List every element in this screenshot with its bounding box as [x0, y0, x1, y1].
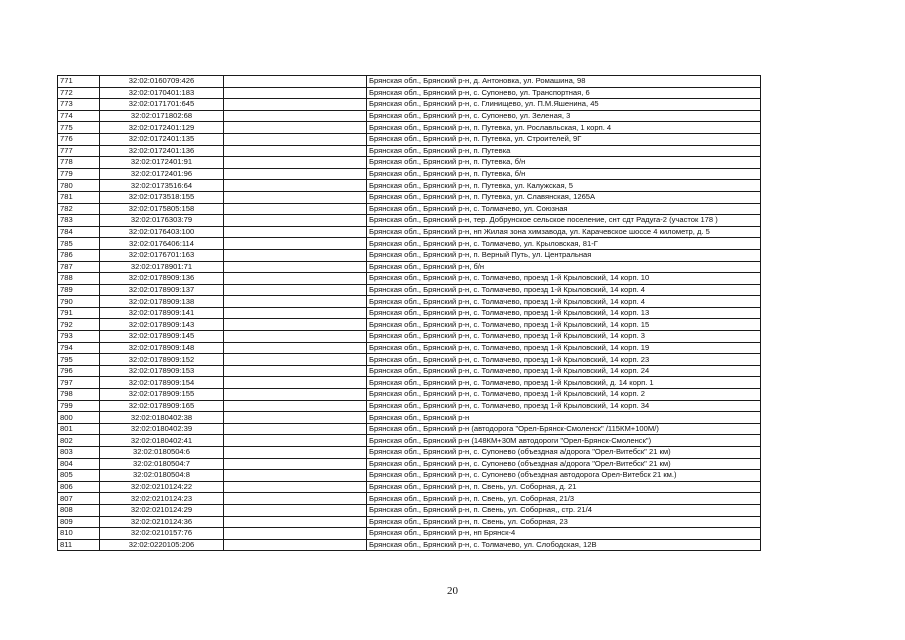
address-cell: Брянская обл., Брянский р-н, с. Супонево, ул. Зеленая, 3 — [367, 110, 761, 122]
table-row — [58, 249, 761, 261]
row-number-cell: 805 — [58, 470, 100, 482]
row-number-cell: 806 — [58, 481, 100, 493]
cadastral-number-cell: 32:02:0172401:136 — [100, 145, 224, 157]
cadastral-number-cell: 32:02:0178909:155 — [100, 389, 224, 401]
row-number-cell: 790 — [58, 296, 100, 308]
table-row — [58, 238, 761, 250]
table-row — [58, 203, 761, 215]
blank-cell — [224, 365, 367, 377]
table-row — [58, 87, 761, 99]
row-number-cell: 808 — [58, 504, 100, 516]
row-number-cell: 788 — [58, 273, 100, 285]
address-cell: Брянская обл., Брянский р-н (автодорога "Орел-Брянск-Смоленск" /115КМ+100М/) — [367, 423, 761, 435]
address-cell: Брянская обл., Брянский р-н, п. Верный Путь, ул. Центральная — [367, 249, 761, 261]
address-cell: Брянская обл., Брянский р-н — [367, 412, 761, 424]
address-cell: Брянская обл., Брянский р-н, с. Толмачево, проезд 1-й Крыловский, 14 корп. 3 — [367, 331, 761, 343]
address-cell: Брянская обл., Брянский р-н, п. Путевка, ул. Рославльская, 1 корп. 4 — [367, 122, 761, 134]
row-number-cell: 796 — [58, 365, 100, 377]
cadastral-number-cell: 32:02:0180402:39 — [100, 423, 224, 435]
table-row — [58, 157, 761, 169]
page-number: 20 — [447, 585, 458, 597]
row-number-cell: 789 — [58, 284, 100, 296]
blank-cell — [224, 145, 367, 157]
table-row — [58, 528, 761, 540]
blank-cell — [224, 76, 367, 88]
table-row — [58, 261, 761, 273]
blank-cell — [224, 133, 367, 145]
cadastral-number-cell: 32:02:0178909:148 — [100, 342, 224, 354]
address-cell: Брянская обл., Брянский р-н, с. Толмачево, проезд 1-й Крыловский, 14 корп. 2 — [367, 389, 761, 401]
row-number-cell: 786 — [58, 249, 100, 261]
address-cell: Брянская обл., Брянский р-н, с. Супонево (объездная автодорога Орел-Витебск 21 км.) — [367, 470, 761, 482]
blank-cell — [224, 226, 367, 238]
cadastral-number-cell: 32:02:0180504:7 — [100, 458, 224, 470]
registry-table — [57, 75, 761, 551]
cadastral-number-cell: 32:02:0178901:71 — [100, 261, 224, 273]
cadastral-number-cell: 32:02:0210157:76 — [100, 528, 224, 540]
blank-cell — [224, 493, 367, 505]
row-number-cell: 804 — [58, 458, 100, 470]
blank-cell — [224, 412, 367, 424]
address-cell: Брянская обл., Брянский р-н, п. Путевка, ул. Калужская, 5 — [367, 180, 761, 192]
address-cell: Брянская обл., Брянский р-н, п. Путевка, б/н — [367, 168, 761, 180]
row-number-cell: 771 — [58, 76, 100, 88]
blank-cell — [224, 331, 367, 343]
registry-table-body — [58, 76, 761, 551]
row-number-cell: 775 — [58, 122, 100, 134]
blank-cell — [224, 435, 367, 447]
table-row — [58, 470, 761, 482]
address-cell: Брянская обл., Брянский р-н, с. Толмачево, проезд 1-й Крыловский, 14 корп. 19 — [367, 342, 761, 354]
address-cell: Брянская обл., Брянский р-н, с. Толмачево, проезд 1-й Крыловский, 14 корп. 4 — [367, 284, 761, 296]
row-number-cell: 799 — [58, 400, 100, 412]
row-number-cell: 810 — [58, 528, 100, 540]
cadastral-number-cell: 32:02:0210124:22 — [100, 481, 224, 493]
row-number-cell: 802 — [58, 435, 100, 447]
table-row — [58, 191, 761, 203]
table-row — [58, 296, 761, 308]
blank-cell — [224, 122, 367, 134]
blank-cell — [224, 516, 367, 528]
cadastral-number-cell: 32:02:0210124:29 — [100, 504, 224, 516]
table-row — [58, 122, 761, 134]
address-cell: Брянская обл., Брянский р-н, с. Супонево (объездная а/дорога "Орел-Витебск" 21 км) — [367, 458, 761, 470]
table-row — [58, 331, 761, 343]
row-number-cell: 781 — [58, 191, 100, 203]
row-number-cell: 803 — [58, 447, 100, 459]
blank-cell — [224, 307, 367, 319]
row-number-cell: 774 — [58, 110, 100, 122]
cadastral-number-cell: 32:02:0180504:6 — [100, 447, 224, 459]
cadastral-number-cell: 32:02:0176701:163 — [100, 249, 224, 261]
blank-cell — [224, 296, 367, 308]
cadastral-number-cell: 32:02:0178909:143 — [100, 319, 224, 331]
address-cell: Брянская обл., Брянский р-н, с. Супонево, ул. Транспортная, 6 — [367, 87, 761, 99]
address-cell: Брянская обл., Брянский р-н, п. Свень, ул. Соборная, д. 21 — [367, 481, 761, 493]
address-cell: Брянская обл., Брянский р-н, с. Толмачево, проезд 1-й Крыловский, 14 корп. 10 — [367, 273, 761, 285]
table-row — [58, 133, 761, 145]
address-cell: Брянская обл., Брянский р-н (148КМ+30М автодороги "Орел-Брянск-Смоленск") — [367, 435, 761, 447]
address-cell: Брянская обл., Брянский р-н, п. Путевка, ул. Славянская, 1265А — [367, 191, 761, 203]
table-row — [58, 284, 761, 296]
address-cell: Брянская обл., Брянский р-н, с. Толмачево, проезд 1-й Крыловский, 14 корп. 34 — [367, 400, 761, 412]
row-number-cell: 793 — [58, 331, 100, 343]
cadastral-number-cell: 32:02:0176403:100 — [100, 226, 224, 238]
cadastral-number-cell: 32:02:0176303:79 — [100, 215, 224, 227]
address-cell: Брянская обл., Брянский р-н, п. Путевка, ул. Строителей, 9Г — [367, 133, 761, 145]
cadastral-number-cell: 32:02:0180402:38 — [100, 412, 224, 424]
blank-cell — [224, 354, 367, 366]
row-number-cell: 800 — [58, 412, 100, 424]
row-number-cell: 809 — [58, 516, 100, 528]
table-row — [58, 412, 761, 424]
cadastral-number-cell: 32:02:0173516:64 — [100, 180, 224, 192]
blank-cell — [224, 87, 367, 99]
address-cell: Брянская обл., Брянский р-н, п. Свень, ул. Соборная, 23 — [367, 516, 761, 528]
address-cell: Брянская обл., Брянский р-н, п. Свень, ул. Соборная,, стр. 21/4 — [367, 504, 761, 516]
row-number-cell: 811 — [58, 539, 100, 551]
row-number-cell: 773 — [58, 99, 100, 111]
cadastral-number-cell: 32:02:0178909:145 — [100, 331, 224, 343]
cadastral-number-cell: 32:02:0160709:426 — [100, 76, 224, 88]
table-row — [58, 342, 761, 354]
table-row — [58, 226, 761, 238]
row-number-cell: 787 — [58, 261, 100, 273]
address-cell: Брянская обл., Брянский р-н, с. Толмачево, ул. Союзная — [367, 203, 761, 215]
row-number-cell: 780 — [58, 180, 100, 192]
cadastral-number-cell: 32:02:0171802:68 — [100, 110, 224, 122]
cadastral-number-cell: 32:02:0178909:154 — [100, 377, 224, 389]
blank-cell — [224, 447, 367, 459]
cadastral-number-cell: 32:02:0178909:141 — [100, 307, 224, 319]
table-row — [58, 168, 761, 180]
table-row — [58, 481, 761, 493]
table-row — [58, 400, 761, 412]
cadastral-number-cell: 32:02:0178909:138 — [100, 296, 224, 308]
cadastral-number-cell: 32:02:0178909:136 — [100, 273, 224, 285]
blank-cell — [224, 110, 367, 122]
row-number-cell: 791 — [58, 307, 100, 319]
blank-cell — [224, 470, 367, 482]
row-number-cell: 776 — [58, 133, 100, 145]
table-row — [58, 447, 761, 459]
blank-cell — [224, 261, 367, 273]
row-number-cell: 778 — [58, 157, 100, 169]
row-number-cell: 777 — [58, 145, 100, 157]
address-cell: Брянская обл., Брянский р-н, нп Жилая зона химзавода, ул. Карачевское шоссе 4 километр, д. 5 — [367, 226, 761, 238]
blank-cell — [224, 99, 367, 111]
address-cell: Брянская обл., Брянский р-н, с. Толмачево, проезд 1-й Крыловский, д. 14 корп. 1 — [367, 377, 761, 389]
cadastral-number-cell: 32:02:0176406:114 — [100, 238, 224, 250]
cadastral-number-cell: 32:02:0180504:8 — [100, 470, 224, 482]
cadastral-number-cell: 32:02:0172401:129 — [100, 122, 224, 134]
table-row — [58, 354, 761, 366]
table-row — [58, 319, 761, 331]
row-number-cell: 807 — [58, 493, 100, 505]
row-number-cell: 772 — [58, 87, 100, 99]
table-row — [58, 423, 761, 435]
cadastral-number-cell: 32:02:0180402:41 — [100, 435, 224, 447]
address-cell: Брянская обл., Брянский р-н, б/н — [367, 261, 761, 273]
table-row — [58, 365, 761, 377]
row-number-cell: 801 — [58, 423, 100, 435]
row-number-cell: 779 — [58, 168, 100, 180]
table-row — [58, 273, 761, 285]
address-cell: Брянская обл., Брянский р-н, с. Толмачево, проезд 1-й Крыловский, 14 корп. 13 — [367, 307, 761, 319]
blank-cell — [224, 481, 367, 493]
row-number-cell: 798 — [58, 389, 100, 401]
cadastral-number-cell: 32:02:0173518:155 — [100, 191, 224, 203]
row-number-cell: 794 — [58, 342, 100, 354]
address-cell: Брянская обл., Брянский р-н, п. Свень, ул. Соборная, 21/3 — [367, 493, 761, 505]
cadastral-number-cell: 32:02:0170401:183 — [100, 87, 224, 99]
address-cell: Брянская обл., Брянский р-н, с. Толмачево, ул. Слободская, 12В — [367, 539, 761, 551]
cadastral-number-cell: 32:02:0178909:137 — [100, 284, 224, 296]
address-cell: Брянская обл., Брянский р-н, с. Глинищево, ул. П.М.Яшенина, 45 — [367, 99, 761, 111]
table-row — [58, 307, 761, 319]
address-cell: Брянская обл., Брянский р-н, п. Путевка, б/н — [367, 157, 761, 169]
blank-cell — [224, 238, 367, 250]
address-cell: Брянская обл., Брянский р-н, с. Супонево (объездная а/дорога "Орел-Витебск" 21 км) — [367, 447, 761, 459]
cadastral-number-cell: 32:02:0171701:645 — [100, 99, 224, 111]
row-number-cell: 783 — [58, 215, 100, 227]
address-cell: Брянская обл., Брянский р-н, с. Толмачево, проезд 1-й Крыловский, 14 корп. 15 — [367, 319, 761, 331]
row-number-cell: 785 — [58, 238, 100, 250]
blank-cell — [224, 400, 367, 412]
table-row — [58, 377, 761, 389]
cadastral-number-cell: 32:02:0175805:158 — [100, 203, 224, 215]
table-row — [58, 539, 761, 551]
blank-cell — [224, 504, 367, 516]
address-cell: Брянская обл., Брянский р-н, п. Путевка — [367, 145, 761, 157]
cadastral-number-cell: 32:02:0210124:23 — [100, 493, 224, 505]
row-number-cell: 792 — [58, 319, 100, 331]
blank-cell — [224, 180, 367, 192]
table-row — [58, 180, 761, 192]
blank-cell — [224, 389, 367, 401]
table-row — [58, 99, 761, 111]
address-cell: Брянская обл., Брянский р-н, нп Брянск-4 — [367, 528, 761, 540]
blank-cell — [224, 319, 367, 331]
row-number-cell: 795 — [58, 354, 100, 366]
address-cell: Брянская обл., Брянский р-н, д. Антоновка, ул. Ромашина, 98 — [367, 76, 761, 88]
cadastral-number-cell: 32:02:0220105:206 — [100, 539, 224, 551]
cadastral-number-cell: 32:02:0210124:36 — [100, 516, 224, 528]
row-number-cell: 784 — [58, 226, 100, 238]
table-row — [58, 389, 761, 401]
address-cell: Брянская обл., Брянский р-н, с. Толмачево, проезд 1-й Крыловский, 14 корп. 23 — [367, 354, 761, 366]
cadastral-number-cell: 32:02:0172401:96 — [100, 168, 224, 180]
blank-cell — [224, 342, 367, 354]
blank-cell — [224, 423, 367, 435]
blank-cell — [224, 168, 367, 180]
address-cell: Брянская обл., Брянский р-н, с. Толмачево, ул. Крыловская, 81-Г — [367, 238, 761, 250]
table-row — [58, 504, 761, 516]
blank-cell — [224, 157, 367, 169]
row-number-cell: 782 — [58, 203, 100, 215]
table-row — [58, 458, 761, 470]
cadastral-number-cell: 32:02:0172401:91 — [100, 157, 224, 169]
blank-cell — [224, 458, 367, 470]
blank-cell — [224, 203, 367, 215]
cadastral-number-cell: 32:02:0172401:135 — [100, 133, 224, 145]
row-number-cell: 797 — [58, 377, 100, 389]
table-row — [58, 215, 761, 227]
blank-cell — [224, 273, 367, 285]
blank-cell — [224, 215, 367, 227]
address-cell: Брянская обл., Брянский р-н, с. Толмачево, проезд 1-й Крыловский, 14 корп. 24 — [367, 365, 761, 377]
cadastral-number-cell: 32:02:0178909:152 — [100, 354, 224, 366]
table-row — [58, 516, 761, 528]
table-row — [58, 493, 761, 505]
blank-cell — [224, 528, 367, 540]
table-row — [58, 76, 761, 88]
blank-cell — [224, 284, 367, 296]
address-cell: Брянская обл., Брянский р-н, тер. Добрунское сельское поселение, снт сдт Радуга-2 (участок 178 ) — [367, 215, 761, 227]
cadastral-number-cell: 32:02:0178909:153 — [100, 365, 224, 377]
table-row — [58, 435, 761, 447]
table-row — [58, 110, 761, 122]
blank-cell — [224, 377, 367, 389]
cadastral-number-cell: 32:02:0178909:165 — [100, 400, 224, 412]
address-cell: Брянская обл., Брянский р-н, с. Толмачево, проезд 1-й Крыловский, 14 корп. 4 — [367, 296, 761, 308]
blank-cell — [224, 191, 367, 203]
table-row — [58, 145, 761, 157]
blank-cell — [224, 249, 367, 261]
blank-cell — [224, 539, 367, 551]
